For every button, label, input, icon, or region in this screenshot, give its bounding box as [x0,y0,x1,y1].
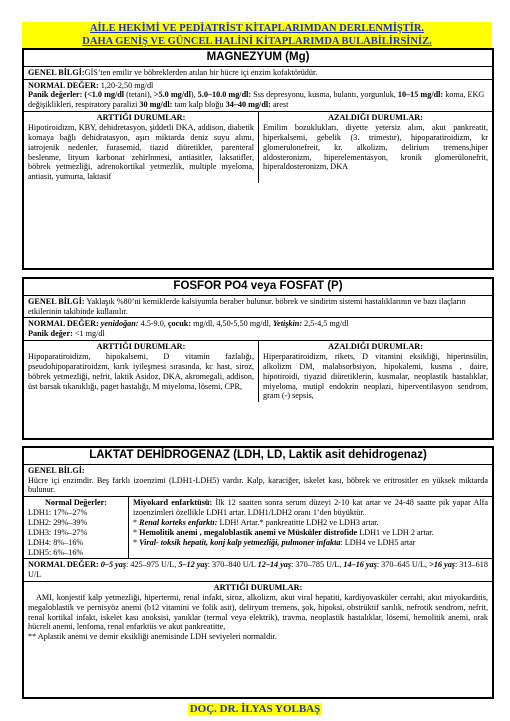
header-line-2: DAHA GENİŞ VE GÜNCEL HALİNİ KİTAPLARIMDA BULABİLİRSİNİZ. [82,36,432,47]
panik-value: >5.0 mg/dl [153,90,191,100]
genel-text: Hücre içi enzimdir. Beş farklı izoenzimi (LDH1-LDH5) vardır. Kalp, karaciğer, iskelet kası, böbrek ve eritrositler en yüksek miktarda bulunur. [28,475,488,495]
laktat-section [22,446,494,699]
panik-label: Panik değer: [28,329,73,339]
panik-text: (tetani), [124,90,154,100]
ldh-item: LDH1: 17%–27% [28,508,88,518]
renal-text: LDH! Artar.* pankreatitte LDH2 ve LDH3 artar. [217,518,379,528]
laktat-artti [24,582,492,643]
ldh-item: LDH3: 19%–27% [28,527,88,537]
laktat-title: LAKTAT DEHİDROGENAZ (LDH, LD, Laktik asit dehidrogenaz) [24,448,492,465]
viral-item: * Viral- toksik hepatit, konj kalp yetmezliği, pulmoner infakta: LDH4 ve LDH5 artar [133,537,416,547]
ldh-item: LDH5: 6%–16% [28,547,84,557]
fosfor-azal-col [258,341,492,402]
azal-text: Hiperparatiroidizm, rikets, D vitamini eksikliği, hiperinsülin, alkolizm DM, malabsorbsiyon, hipokalemi, kusma , daire, hipotiroidi, tiyazid diüretiklerin, kusmalar, neoplastik hastalıklar, miyeloma, mutipl endokrin neoplazi, hiperventilasyon sendrom, gram (-) sepsis, [263,352,488,401]
fosfor-durumlar [24,341,492,402]
normal-label: NORMAL DEĞER: [28,80,99,90]
panik-text: koma, EKG değişiklikleri, respiratory paralizi [28,90,485,110]
panik-value: <1 mg/dl [72,329,105,339]
ldh-item: LDH2: 29%–39% [28,518,88,528]
cocuk-value: mg/dl, 4,50-5,50 mg/dl, [191,319,273,329]
magnezyum-azal-col [258,112,492,183]
laktat-genel [24,465,492,498]
age-value: : 370–645 U/L, [376,560,430,570]
magnezyum-artti-col [24,112,258,183]
panik-text: Sss depresyonu, kusma, bulantı, yorgunluk, [251,90,398,100]
panik-value: 10–15 mg/dl: [397,90,444,100]
artti-heading: ARTTIĞI DURUMLAR: [96,113,186,123]
age-label: >16 yaş [429,560,455,570]
age-label: 0–5 yaş [100,560,127,570]
panik-value: 5.0–10.0 mg/dl: [197,90,252,100]
magnezyum-title: MAGNEZYUM (Mg) [24,50,492,67]
viral-label: Viral- toksik hepatit, konj kalp yetmezliği, pulmoner infakta [139,537,341,547]
ldh-conditions [129,497,492,558]
azal-heading: AZALDIĞI DURUMLAR: [328,113,423,123]
miyokard-item [133,498,488,518]
ldh-normal-list [24,497,129,558]
age-label: 12–14 yaş [257,560,292,570]
miyokard-label: Miyokard enfarktüsü: [133,498,213,508]
azal-text: Emilim bozuklukları, diyette yetersiz alım, akut pankreatit, hiperkalsemi, gebelik (3. trimestır), hipoparatiroidizm, kr glomerulonefreit, kr. alkolizm, delirium tremens,hiper aldosteronizm, hiperelementasyon, kronik glomerülonefrit, hiperaldosteronizm, DKA [263,123,488,172]
magnezyum-durumlar [24,112,492,183]
author-footer [0,703,510,716]
age-label: 5–12 yaş [178,560,208,570]
page-header [22,22,492,48]
normal-label: NORMAL DEĞER: [28,560,99,570]
age-label: 14–16 yaş [343,560,377,570]
magnezyum-genel [24,67,492,80]
panik-label: Panik değerler: [28,90,83,100]
viral-text: : LDH4 ve LDH5 artar [340,537,416,547]
hemolitik-text: LDH1 ve LDH 2 artar. [357,527,434,537]
age-value: : 425–975 U/L, [126,560,179,570]
cocuk-label: çocuk: [167,319,192,329]
fosfor-section [22,277,494,440]
panik-text: tam kalp bloğu [172,100,226,110]
artti-text: AMI, konjestif kalp yetmezliği, hipertermi, renal infakt, siroz, alkolizm, akut viral hepatiti, kardiyovasküler cerrahi, akut miyokarditis, megaloblastik ve pernisyöz anemi (b12 vitamini ve folik asit), deliryum tremens, şok, hipoksi, obstrüktif sarılık, nefrotik sendrom, nefrit, renal kortikal infakt, iskelet kası anoksisi, yanıklar (termal veya elektrik), travma, neoplastik hastalıklar, lösemi, hemolitik anemi, orak hücreli anemi, lenfoma, renal enfarktüs ve akut pankreatitte, [28,592,488,632]
artti-text: Hipotiroidizm, KBY, dehidretasyon, şiddetli DKA, addison, diabetik komaya bağlı dehidratasyon, aşırı miktarda deniz suyu alımı, iatrojenik nedenler, furasemid, tiazid diüretikler, parenteral beslenme, lityum karbonat zehirlnmesi, antiasitler, laksatifler, böbrek yetmezliği, adrenokortikal yetmezlik, multiple myeloma, antiasit, yumurta, laktasif [28,123,254,182]
age-value: : 313–618 U/L [28,560,488,580]
genel-label: GENEL BİLGİ: [28,67,85,77]
header-line-1: AİLE HEKİMİ VE PEDİATRİST KİTAPLARIMDAN DERLENMİŞTİR. [89,23,425,34]
renal-item: * Renal korteks enfarktı: LDH! Artar.* pankreatitte LDH2 ve LDH3 artar. [133,518,379,528]
genel-label: GENEL BİLGİ: [28,296,85,306]
fosfor-genel [24,296,492,319]
magnezyum-section [22,48,494,270]
artti-heading: ARTTIĞI DURUMLAR: [213,583,303,593]
normal-heading: Normal Değerler: [44,498,108,508]
normal-text: 1,20-2,50 mg/dl [98,80,154,90]
yenidogan-value: 4.5-9.0, [138,319,168,329]
ldh-item: LDH4: 8%–16% [28,537,84,547]
yenidogan-label: yenidoğan: [100,319,139,329]
age-value: : 370–785 U/L, [291,560,344,570]
laktat-normal [24,559,492,582]
genel-text: Yaklaşık %80’ni kemiklerde kalsiyumla beraber bulunur. böbrek ve sindirim sistemi hastalıklarının ve bazı ilaçların etkilerinin takibinde kullanılır. [28,296,466,316]
genel-label: GENEL BİLGİ: [28,465,85,475]
panik-value: 30 mg/dl: [139,100,173,110]
hemolitik-label: Hemolitik anemi , megaloblastik anemi ve Müsküler distrofide [139,527,358,537]
fosfor-title: FOSFOR PO4 veya FOSFAT (P) [24,279,492,296]
author-name: DOÇ. DR. İLYAS YOLBAŞ [189,703,321,715]
panik-text: ), [190,90,198,100]
magnezyum-normal [24,80,492,113]
normal-label: NORMAL DEĞER: [28,319,99,329]
artti-heading: ARTTIĞI DURUMLAR: [96,342,186,352]
azal-heading: AZALDIĞI DURUMLAR: [328,342,423,352]
yetiskin-value: 2,5-4,5 mg/dl [302,319,349,329]
hemolitik-item: * Hemolitik anemi , megaloblastik anemi ve Müsküler distrofide LDH1 ve LDH 2 artar. [133,527,434,537]
age-value: : 370–840 U/L [207,560,258,570]
panik-value: 34–40 mg/dl: [225,100,271,110]
genel-text: GİS’ten emilir ve böbreklerden atılan bir hücre içi enzim kofaktörüdür. [84,67,318,77]
panik-text: arest [270,100,289,110]
laktat-note: ** Aplastik anemi ve demir eksikliği anemisinde LDH seviyeleri normaldir. [28,632,277,642]
artti-text: Hipoparatiroidizm, hipokalsemi, D vitamin fazlalığı, pseudohipoparatiroidzm, kırık iyileşmesi sırasında, kc hast, siroz, böbrek yetmezliği, nefrit, laktik Asidoz, DKA, akromegali, addison, üst barsak tıkanıklığı, paget hastalığı, M miyeloma, lösemi, CPR, [28,352,254,391]
panik-value: (<1.0 mg/dl [84,90,125,100]
miyokard-text: İlk 12 saatten sonra serum düzeyi 2-10 kat artar ve 24-48 saatte pik yapar Alfa izoenzimleri özellikle LDH1 artar. LDH1/LDH2 oranı 1’den büyüktür. [133,498,488,518]
laktat-izoenzim [24,497,492,559]
fosfor-artti-col [24,341,258,402]
renal-label: Renal korteks enfarktı: [139,518,218,528]
fosfor-normal [24,318,492,341]
yetiskin-label: Yetişkin: [272,319,303,329]
